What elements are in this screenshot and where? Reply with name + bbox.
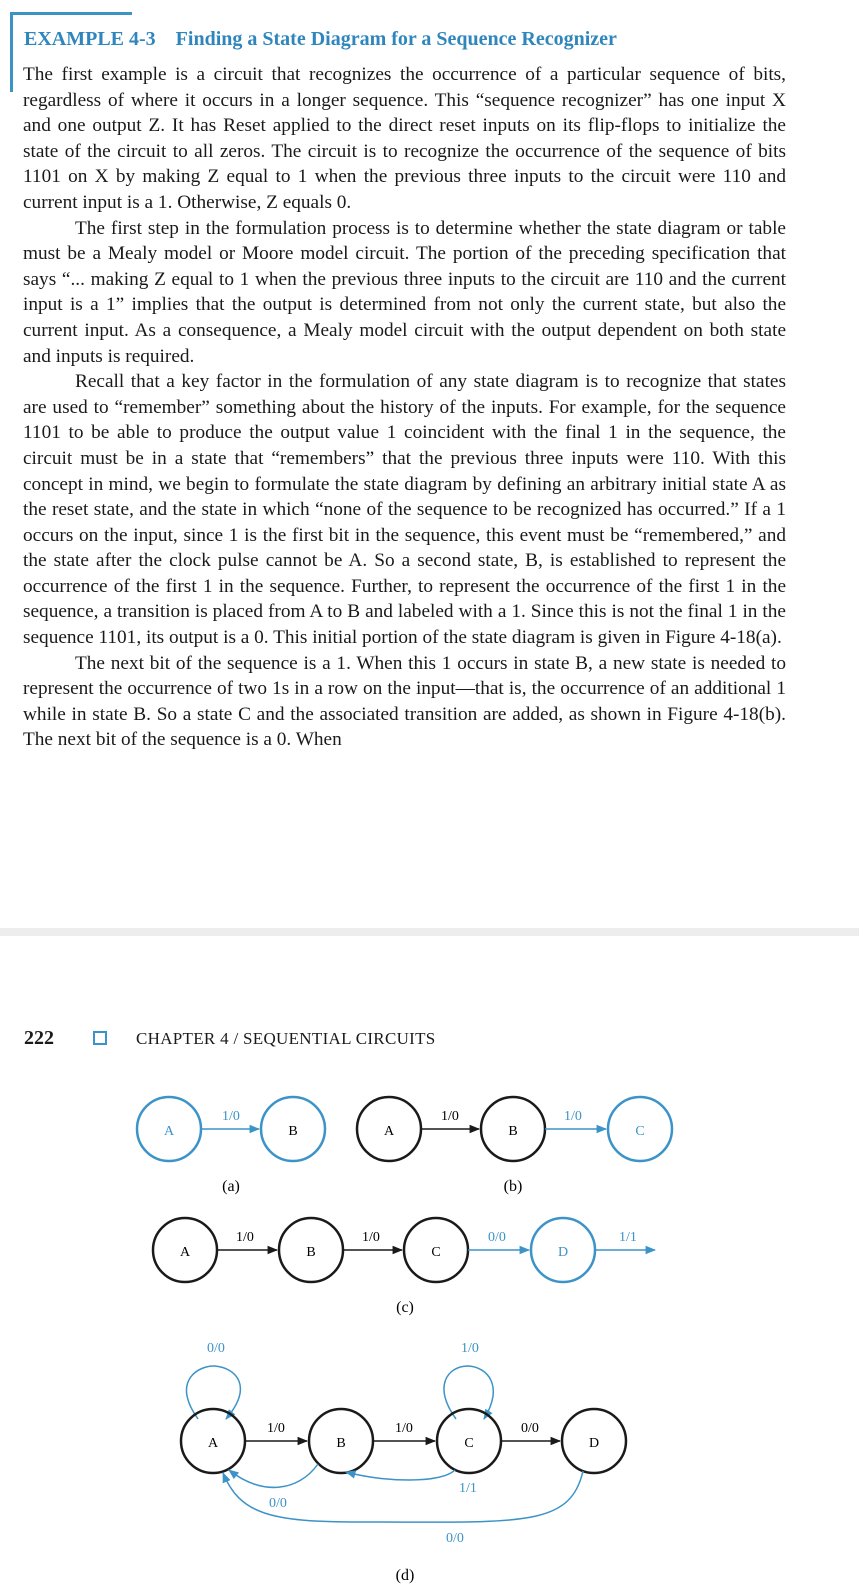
state-label: D <box>588 1436 600 1451</box>
example-heading <box>24 28 617 51</box>
example-title: Finding a State Diagram for a Sequence Recognizer <box>175 28 617 50</box>
paragraph-3: Recall that a key factor in the formulation of any state diagram is to recognize that states are used to “remember” something about the history of the inputs. For example, for the sequence 1101 to be able to produce the output value 1 coincident with the final 1 in the sequence, the circuit must be in a state that “remembers” that the previous three inputs were 110. With this concept in mind, we begin to formulate the state diagram by defining an arbitrary initial state A as the reset state, and the state in which “none of the sequence to be recognized has occurred.” If a 1 occurs on the input, since 1 is the first bit in the sequence, this event must be “remembered,” and the state after the clock pulse cannot be A. So a second state, B, is established to represent the occurrence of the first 1 in the sequence. Further, to represent the occurrence of the first 1 in the sequence, a transition is placed from A to B and labeled with a 1. Since this is not the final 1 in the sequence 1101, its output is a 0. This initial portion of the state diagram is given in Figure 4-18(a). <box>23 371 786 649</box>
transition-label: 1/1 <box>459 1481 477 1496</box>
state-label: B <box>336 1436 346 1451</box>
figure-caption: (c) <box>396 1299 414 1316</box>
figure-caption: (d) <box>395 1567 415 1584</box>
figure-part-a <box>137 1097 325 1195</box>
self-loop-arrow <box>444 1366 493 1419</box>
example-label: EXAMPLE 4-3 <box>24 28 156 50</box>
transition-label: 1/0 <box>461 1341 479 1356</box>
state-diagram-figure <box>0 1080 859 1587</box>
transition-label: 1/0 <box>564 1109 582 1124</box>
transition-label: 0/0 <box>521 1421 539 1436</box>
transition-label: 1/1 <box>619 1230 637 1245</box>
self-loop-arrow <box>186 1366 240 1419</box>
state-label: C <box>635 1124 645 1139</box>
paragraph-2: The first step in the formulation process is to determine whether the state diagram or table must be a Mealy model or Moore model circuit. The portion of the preceding specification that says “... making Z equal to 1 when the previous three inputs to the circuit are 110 and the current input is a 1” implies that the output is determined from not only the current state, but also the current input. As a consequence, a Mealy model circuit with the output dependent on both state and inputs is required. <box>23 217 786 367</box>
paragraph-4: The next bit of the sequence is a 1. When this 1 occurs in state B, a new state is needed to represent the occurrence of two 1s in a row on the input—that is, the occurrence of an additional 1 while in state B. So a state C and the associated transition are added, as shown in Figure 4-18(b). The next bit of the sequence is a 0. When <box>23 652 786 751</box>
transition-label: 1/0 <box>236 1230 254 1245</box>
transition-label: 1/0 <box>222 1109 240 1124</box>
state-label: B <box>306 1245 316 1260</box>
figure-caption: (a) <box>222 1178 240 1195</box>
transition-label: 1/0 <box>267 1421 285 1436</box>
page-separator <box>0 928 859 936</box>
state-label: C <box>464 1436 474 1451</box>
example-accent-rule <box>10 12 132 15</box>
transition-label: 1/0 <box>362 1230 380 1245</box>
figure-part-b <box>357 1097 672 1195</box>
state-label: D <box>557 1245 569 1260</box>
transition-label: 0/0 <box>269 1496 287 1511</box>
state-label: C <box>431 1245 441 1260</box>
figure-part-c <box>153 1218 655 1316</box>
running-head: CHAPTER 4 / SEQUENTIAL CIRCUITS <box>136 1029 436 1048</box>
chapter-square-icon <box>93 1031 107 1045</box>
transition-label: 0/0 <box>488 1230 506 1245</box>
state-label: B <box>508 1124 518 1139</box>
figure-caption: (b) <box>503 1178 523 1195</box>
state-label: A <box>163 1124 175 1139</box>
state-label: A <box>383 1124 395 1139</box>
state-label: A <box>207 1436 219 1451</box>
figure-part-d <box>181 1341 626 1584</box>
page-number: 222 <box>24 1027 54 1049</box>
paragraph-1: The first example is a circuit that recognizes the occurrence of a particular sequence of bits, regardless of where it occurs in a longer sequence. This “sequence recognizer” has one input X and one output Z. It has Reset applied to the direct reset inputs on its flip-flops to initialize the state of the circuit to all zeros. The circuit is to recognize the occurrence of the sequence of bits 1101 on X by making Z equal to 1 when the previous three inputs to the circuit were 110 and current input is a 1. Otherwise, Z equals 0. <box>23 64 786 213</box>
state-label: A <box>179 1245 191 1260</box>
transition-arrow <box>229 1464 318 1487</box>
transition-label: 0/0 <box>207 1341 225 1356</box>
transition-arrow <box>346 1470 455 1480</box>
state-label: B <box>288 1124 298 1139</box>
example-accent-bar <box>10 12 13 92</box>
transition-label: 1/0 <box>395 1421 413 1436</box>
transition-label: 0/0 <box>446 1531 464 1546</box>
body-text <box>23 62 786 753</box>
transition-label: 1/0 <box>441 1109 459 1124</box>
